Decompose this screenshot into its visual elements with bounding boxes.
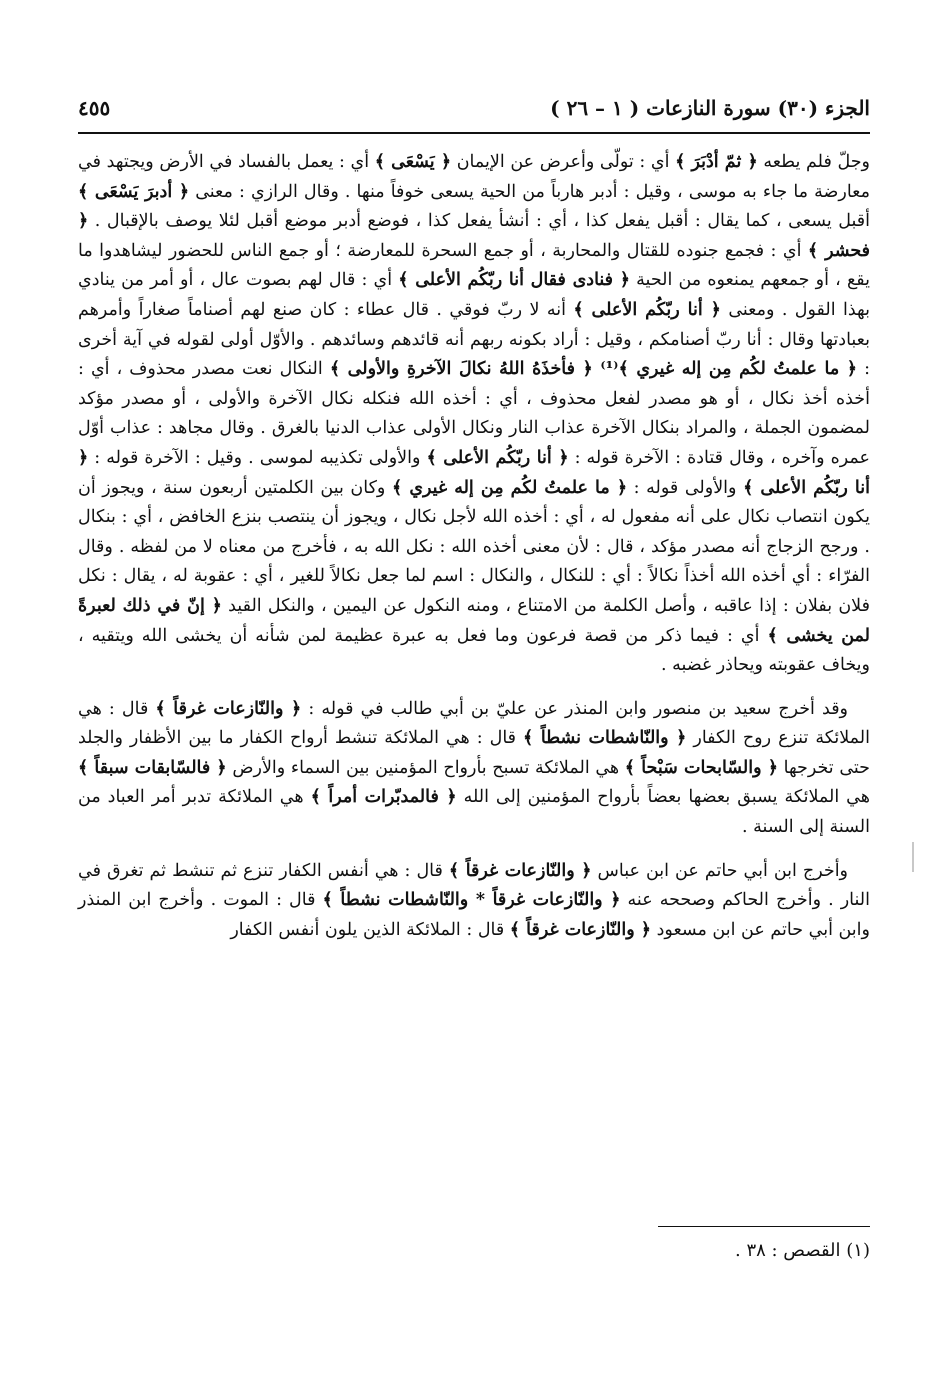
text-run: أي : يعمل بالفساد في الأرض ويجتهد في معارضة ما جاء به موسى ، وقيل : أدبر هارباً من الحية يسعى خوفاً منها . وقال الرازي : معنى (78, 152, 870, 202)
running-title: الجزء (٣٠) سورة النازعات ( ١ – ٢٦ ) (550, 96, 870, 120)
quran-quote: ﴿ أدبرَ يَسْعَى ﴾ (78, 181, 190, 202)
header-divider (78, 132, 870, 134)
text-run: قال : الموت . وأخرج ابن المنذر وابن أبي حاتم عن ابن مسعود (78, 890, 870, 940)
text-run: والأولى قوله : (627, 477, 744, 498)
text-run: قال : الملائكة الذين يلون أنفس الكفار (230, 919, 510, 940)
text-run: وجلّ فلم يطعه (757, 152, 870, 172)
quran-quote: ﴿ والنّاشطات نشطاً ﴾ (523, 728, 687, 749)
quran-quote: ﴿ ما علمتُ لكُم مِن إله غيري ﴾ (391, 477, 628, 498)
quran-quote: ﴿ فالمدبّرات أمراً ﴾ (310, 787, 457, 808)
text-run: النكال نعت مصدر محذوف ، أي : أخذه أخذ نكال ، أو هو مصدر لفعل محذوف ، أي : أخذه الله فنكله نكال الآخرة والأولى ، أو مصدر مؤكد لمضمون الجملة ، والمراد بنكال الآخرة عذاب النار ونكال الأولى عذاب الدنيا بالغرق . وقال مجاهد : عذاب أوّل عمره وآخره ، وقال قتادة : الآخرة قوله : (78, 359, 870, 468)
text-run: وكان بين الكلمتين أربعون سنة ، ويجوز أن يكون انتصاب نكال على أنه مفعول له ، أي : أخذه الله لأجل نكال ، ويجوز أن ينتصب بنزع الخافض ، أي : بنكال . ورجح الزجاج أنه مصدر مؤكد ، قال : لأن معنى أخذه الله : نكل الله به ، فأخرج من معناه لا من لفظه . وقال الفرّاء : أي أخذه الله أخذاً نكالاً : أي : للنكال ، والنكال : اسم لما جعل نكالاً للغير ، أي : عقوبة له ، يقال : نكل فلان بفلان : إذا عاقبه ، وأصل الكلمة من الامتناع ، ومنه النكول عن اليمين ، والنكل القيد (78, 477, 870, 616)
footnote: (١) القصص : ٣٨ . (734, 1240, 870, 1261)
main-text (78, 148, 870, 945)
quran-quote: ﴿ والنّازعات غرقاً ﴾ (448, 860, 592, 881)
text-run: قال : هي أنفس الكفار تنزع ثم تنشط ثم تغرق في النار . وأخرج الحاكم وصححه عنه (78, 860, 870, 911)
quran-quote: ﴿ والنّازعات غرقاً * والنّاشطات نشطاً ﴾ (322, 890, 621, 911)
text-run: أي : فيما ذكر من قصة فرعون وما فعل به عبرة عظيمة لمن شأنه أن يخشى الله ويتقيه ، ويخاف عقوبته ويحاذر غضبه . (78, 625, 870, 676)
footnote-divider (658, 1226, 870, 1227)
text-run: أنه لا ربّ فوقي . قال عطاء : كان صنع لهم أصناماً صغاراً وأمرهم بعبادتها وقال : أنا ربّ أصنامكم ، وقيل : أراد بكونه ربهم أنه قائدهم وسائدهم . والأوّل أولى لقوله في آية أخرى : (78, 299, 870, 380)
text-run: وأخرج ابن أبي حاتم عن ابن عباس (591, 860, 849, 881)
text-run: هي الملائكة تدبر أمر العباد من السنة إلى السنة . (78, 787, 870, 838)
quran-quote: ﴿ فحشر ﴾ (78, 211, 870, 261)
quran-quote: ﴿ والسّابحات سَبْحاً ﴾ (624, 757, 778, 778)
page-header (78, 92, 870, 128)
text-run: هي الملائكة يسبق بعضها بعضاً بأرواح المؤمنين إلى الله (456, 787, 870, 808)
text-run: قال : هي الملائكة تنزع روح الكفار (78, 698, 870, 749)
text-run: هي الملائكة تسبح بأرواح المؤمنين بين السماء والأرض (226, 757, 625, 778)
margin-mark (912, 842, 914, 872)
quran-quote: ﴿ والنّازعات غرقاً ﴾ (155, 698, 302, 719)
text-run: أي : قال لهم بصوت عال ، أو أمر من ينادي بهذا القول . ومعنى (78, 270, 870, 320)
quran-quote: ﴿ أنا ربّكُم الأعلى ﴾ (78, 447, 870, 498)
quran-quote: ﴿ أنا ربّكُم الأعلى ﴾ (426, 447, 569, 468)
quran-quote: ﴿ إنّ في ذلك لعبرةً لمن يخشى ﴾ (78, 595, 871, 646)
quran-quote: ﴿ أنا ربّكُم الأعلى ﴾ (573, 299, 721, 320)
text-run: وقد أخرج سعيد بن منصور وابن المنذر عن عليّ بن أبي طالب في قوله : (301, 698, 849, 719)
paragraph (78, 148, 870, 681)
paragraph (78, 857, 870, 946)
page-number: ٤٥٥ (78, 96, 111, 120)
quran-quote: ﴿ فنادى فقال أنا ربّكُم الأعلى ﴾ (398, 270, 630, 291)
quran-quote: ﴿ ما علمتُ لكُم مِن إله غيري ﴾⁽¹⁾ ﴿ فأخذَهُ اللهُ نكالَ الآخرةِ والأولى ﴾ (329, 359, 858, 380)
quran-quote: ﴿ ثمّ أدْبَرَ ﴾ (675, 152, 758, 172)
text-run: والأولى تكذيبه لموسى . وقيل : الآخرة قوله : (88, 447, 427, 468)
quran-quote: ﴿ والنّازعات غرقاً ﴾ (509, 919, 652, 940)
paragraph (78, 695, 870, 843)
text-run: قال : هي الملائكة تنشط أرواح الكفار ما بين الأظفار والجلد حتى تخرجها (78, 728, 871, 778)
text-run: أقبل يسعى ، كما يقال : أقبل يفعل كذا ، أي : أنشأ يفعل كذا ، فوضع أدبر موضع أقبل لئلا يوصف بالإقبال . (88, 211, 870, 232)
text-run: أي : فجمع جنوده للقتال والمحاربة ، أو جمع السحرة للمعارضة ؛ أو جمع الناس للحضور ليشاهدوا ما يقع ، أو جمعهم يمنعوه من الحية (78, 240, 870, 291)
text-run: أي : تولّى وأعرض عن الإيمان (451, 152, 676, 172)
quran-quote: ﴿ يَسْعَى ﴾ (374, 152, 452, 172)
quran-quote: ﴿ فالسّابقات سبقاً ﴾ (78, 757, 227, 778)
